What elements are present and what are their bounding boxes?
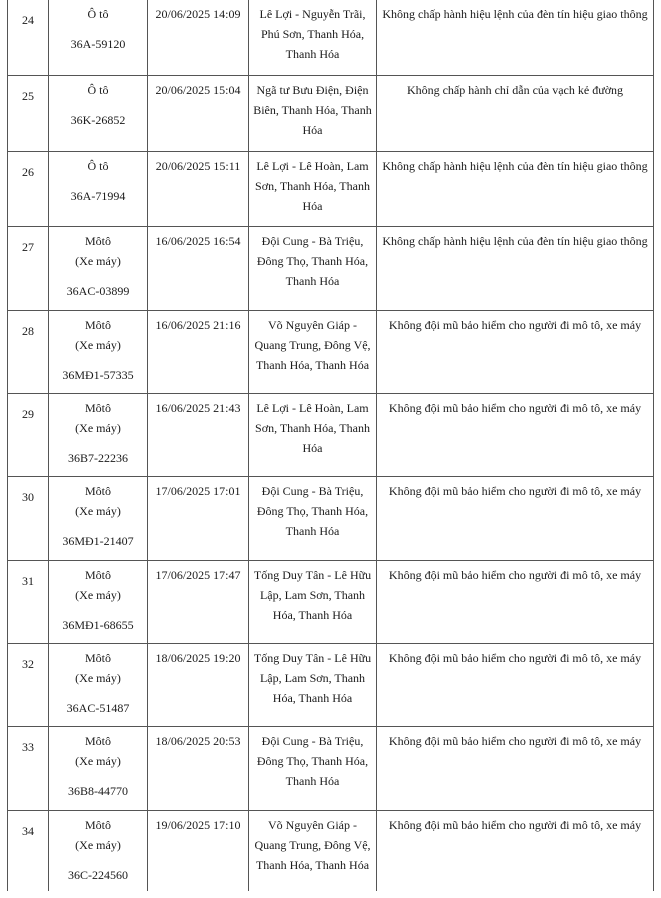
vehicle-type-sub: (Xe máy) — [75, 420, 121, 435]
row-number: 30 — [8, 476, 49, 560]
vehicle-cell — [49, 226, 148, 310]
vehicle-cell — [49, 560, 148, 643]
license-plate: 36MĐ1-57335 — [62, 367, 134, 382]
violation-time: 19/06/2025 17:10 — [148, 810, 249, 891]
vehicle-type-sub: (Xe máy) — [75, 753, 121, 768]
vehicle-type-sub: (Xe máy) — [75, 253, 121, 268]
violation-time: 18/06/2025 19:20 — [148, 643, 249, 726]
violation-description: Không đội mũ bảo hiểm cho người đi mô tô, xe máy — [377, 810, 654, 891]
violation-time: 16/06/2025 16:54 — [148, 226, 249, 310]
vehicle-type: Môtô — [84, 817, 111, 832]
violation-description: Không chấp hành hiệu lệnh của đèn tín hiệu giao thông — [377, 0, 654, 75]
license-plate: 36AC-03899 — [66, 283, 130, 298]
license-plate: 36B7-22236 — [68, 450, 128, 465]
vehicle-type: Ô tô — [87, 82, 109, 97]
violation-description: Không đội mũ bảo hiểm cho người đi mô tô, xe máy — [377, 393, 654, 476]
violation-time: 16/06/2025 21:16 — [148, 310, 249, 393]
vehicle-type-sub: (Xe máy) — [75, 837, 121, 852]
vehicle-cell — [49, 151, 148, 226]
license-plate: 36MĐ1-21407 — [62, 533, 134, 548]
violation-description: Không đội mũ bảo hiểm cho người đi mô tô, xe máy — [377, 560, 654, 643]
row-number: 32 — [8, 643, 49, 726]
table-row — [8, 0, 654, 75]
vehicle-type-sub: (Xe máy) — [75, 670, 121, 685]
vehicle-type: Môtô — [84, 567, 111, 582]
license-plate: 36AC-51487 — [66, 700, 130, 715]
violation-location: Đội Cung - Bà Triệu, Đông Thọ, Thanh Hóa, Thanh Hóa — [249, 226, 377, 310]
row-number: 26 — [8, 151, 49, 226]
vehicle-type: Ô tô — [87, 158, 109, 173]
vehicle-type: Môtô — [84, 733, 111, 748]
violation-description: Không chấp hành chỉ dẫn của vạch kẻ đường — [377, 75, 654, 151]
row-number: 24 — [8, 0, 49, 75]
license-plate: 36A-71994 — [70, 188, 126, 203]
row-number: 34 — [8, 810, 49, 891]
violation-location: Đội Cung - Bà Triệu, Đông Thọ, Thanh Hóa, Thanh Hóa — [249, 726, 377, 810]
table-row — [8, 560, 654, 643]
vehicle-cell — [49, 810, 148, 891]
row-number: 33 — [8, 726, 49, 810]
vehicle-type-sub: (Xe máy) — [75, 587, 121, 602]
vehicle-cell — [49, 726, 148, 810]
violation-description: Không chấp hành hiệu lệnh của đèn tín hiệu giao thông — [377, 151, 654, 226]
violation-time: 17/06/2025 17:01 — [148, 476, 249, 560]
violation-location: Lê Lợi - Lê Hoàn, Lam Sơn, Thanh Hóa, Thanh Hóa — [249, 393, 377, 476]
violation-time: 20/06/2025 14:09 — [148, 0, 249, 75]
violation-description: Không chấp hành hiệu lệnh của đèn tín hiệu giao thông — [377, 226, 654, 310]
table-row — [8, 151, 654, 226]
license-plate: 36A-59120 — [70, 37, 126, 51]
violation-time: 17/06/2025 17:47 — [148, 560, 249, 643]
violation-location: Tống Duy Tân - Lê Hữu Lập, Lam Sơn, Thanh Hóa, Thanh Hóa — [249, 560, 377, 643]
table-row — [8, 226, 654, 310]
license-plate: 36C-224560 — [68, 867, 128, 882]
violation-location: Lê Lợi - Lê Hoàn, Lam Sơn, Thanh Hóa, Thanh Hóa — [249, 151, 377, 226]
vehicle-cell — [49, 310, 148, 393]
violation-location: Võ Nguyên Giáp - Quang Trung, Đông Vệ, Thanh Hóa, Thanh Hóa — [249, 810, 377, 891]
vehicle-type: Môtô — [84, 233, 111, 248]
license-plate: 36B8-44770 — [68, 783, 128, 798]
table-row — [8, 310, 654, 393]
violations-table — [7, 0, 654, 891]
violation-time: 20/06/2025 15:11 — [148, 151, 249, 226]
violation-location: Tống Duy Tân - Lê Hữu Lập, Lam Sơn, Thanh Hóa, Thanh Hóa — [249, 643, 377, 726]
row-number: 25 — [8, 75, 49, 151]
table-row — [8, 393, 654, 476]
table-row — [8, 726, 654, 810]
vehicle-type-sub: (Xe máy) — [75, 337, 121, 352]
license-plate: 36K-26852 — [70, 112, 126, 127]
violation-description: Không đội mũ bảo hiểm cho người đi mô tô, xe máy — [377, 643, 654, 726]
vehicle-type: Ô tô — [87, 7, 109, 21]
table-row — [8, 476, 654, 560]
row-number: 27 — [8, 226, 49, 310]
table-row — [8, 810, 654, 891]
violation-description: Không đội mũ bảo hiểm cho người đi mô tô, xe máy — [377, 310, 654, 393]
violation-location: Võ Nguyên Giáp - Quang Trung, Đông Vệ, Thanh Hóa, Thanh Hóa — [249, 310, 377, 393]
row-number: 31 — [8, 560, 49, 643]
vehicle-type: Môtô — [84, 400, 111, 415]
violation-location: Ngã tư Bưu Điện, Điện Biên, Thanh Hóa, Thanh Hóa — [249, 75, 377, 151]
vehicle-type-sub: (Xe máy) — [75, 503, 121, 518]
license-plate: 36MĐ1-68655 — [62, 617, 134, 632]
violations-table-wrapper — [7, 0, 654, 891]
vehicle-cell — [49, 393, 148, 476]
violation-description: Không đội mũ bảo hiểm cho người đi mô tô, xe máy — [377, 476, 654, 560]
violation-location: Đội Cung - Bà Triệu, Đông Thọ, Thanh Hóa, Thanh Hóa — [249, 476, 377, 560]
violation-time: 18/06/2025 20:53 — [148, 726, 249, 810]
violation-time: 16/06/2025 21:43 — [148, 393, 249, 476]
violation-description: Không đội mũ bảo hiểm cho người đi mô tô, xe máy — [377, 726, 654, 810]
vehicle-cell — [49, 643, 148, 726]
vehicle-cell — [49, 476, 148, 560]
violation-location: Lê Lợi - Nguyễn Trãi, Phú Sơn, Thanh Hóa, Thanh Hóa — [249, 0, 377, 75]
vehicle-cell — [49, 0, 148, 75]
row-number: 28 — [8, 310, 49, 393]
table-row — [8, 75, 654, 151]
row-number: 29 — [8, 393, 49, 476]
vehicle-type: Môtô — [84, 317, 111, 332]
vehicle-cell — [49, 75, 148, 151]
vehicle-type: Môtô — [84, 650, 111, 665]
violation-time: 20/06/2025 15:04 — [148, 75, 249, 151]
table-row — [8, 643, 654, 726]
vehicle-type: Môtô — [84, 483, 111, 498]
